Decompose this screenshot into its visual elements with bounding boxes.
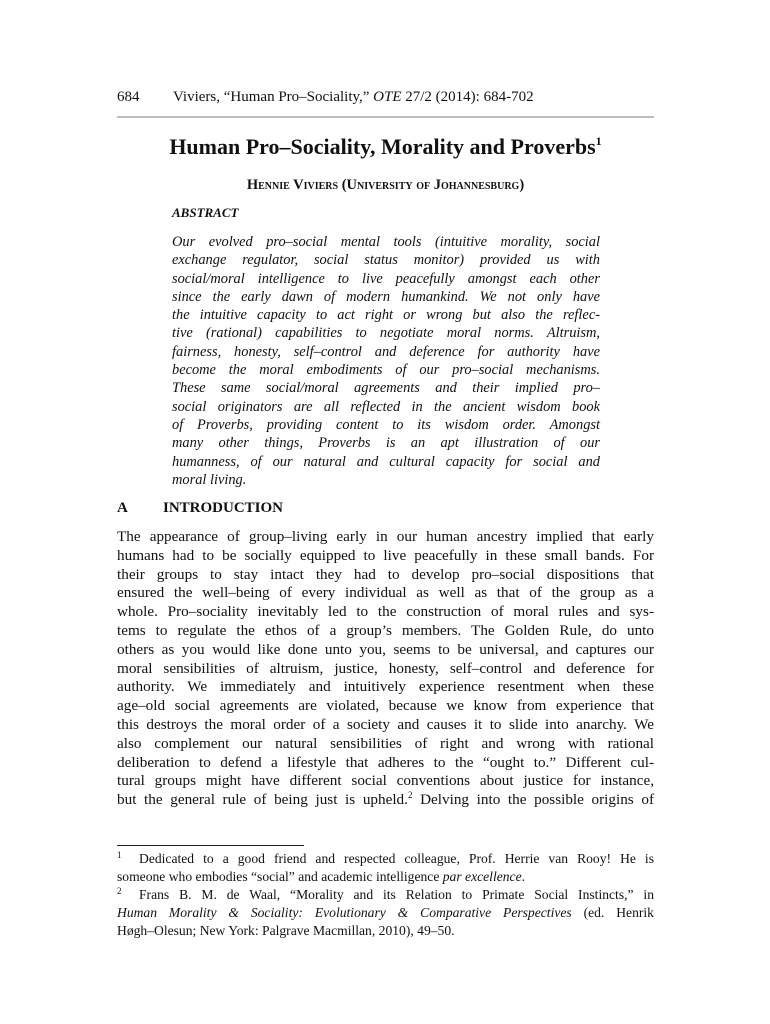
footnote-2-line — [117, 904, 654, 922]
section-title: INTRODUCTION — [163, 500, 284, 516]
footnote-1-text: Dedicated to a good friend and respected colleague, Prof. Herrie van Rooy! He is — [139, 851, 654, 866]
footnote-2-text: (ed. Henrik — [571, 905, 654, 920]
abstract-line: Our evolved pro–social mental tools (intuitive morality, social — [172, 234, 600, 250]
abstract-line: the intuitive capacity to act right or wrong but also the reflec- — [172, 307, 600, 324]
abstract-line: since the early dawn of modern humankind. We not only have — [172, 288, 600, 305]
body-line: this destroys the moral order of a society and causes it to slide into anarchy. We — [117, 715, 654, 733]
body-line-last — [117, 791, 654, 810]
footnote-1-line — [117, 868, 654, 886]
abstract-line: humanness, of our natural and cultural capacity for social and — [172, 453, 600, 470]
body-line: moral sensibilities of altruism, justice, honesty, self–control and deference for — [117, 659, 654, 677]
abstract-text — [172, 233, 600, 489]
body-line: ensured the well–being of every individual as well as that of the group as a — [117, 584, 654, 602]
abstract-line: These same social/moral agreements and their implied pro– — [172, 380, 600, 397]
body-line: The appearance of group–living early in our human ancestry implied that early — [117, 528, 654, 545]
abstract-line: social/moral intelligence to live peacefully amongst each other — [172, 270, 600, 287]
abstract-line: moral living. — [172, 471, 247, 488]
body-line: authority. We immediately and intuitively experience resentment when these — [117, 678, 654, 696]
abstract-line: social originators are all reflected in the ancient wisdom book — [172, 398, 600, 415]
header-citation-prefix: Viviers, “Human Pro–Sociality,” — [173, 89, 374, 105]
body-footnote-ref: 2 — [407, 790, 413, 801]
header-citation-suffix: 27/2 (2014): 684-702 — [401, 89, 534, 105]
footnote-2-line: Høgh–Olesun; New York: Palgrave Macmillan, 2010), 49–50. — [117, 923, 455, 938]
footnotes — [117, 850, 654, 940]
footnote-1-line: 1 Dedicated to a good friend and respected colleague, Prof. Herrie van Rooy! He is — [117, 850, 654, 866]
footnote-1-text: . — [521, 869, 526, 884]
header-rule — [117, 116, 654, 118]
body-paragraph — [117, 528, 654, 810]
body-line: others as you would like done unto you, seems to be universal, and captures our — [117, 640, 654, 658]
header-journal: OTE — [373, 89, 402, 105]
footnote-2-line: 2 Frans B. M. de Waal, “Morality and its Relation to Primate Social Instincts,” in — [117, 886, 654, 902]
abstract-line: exchange regulator, social status monitor) provided us with — [172, 252, 600, 269]
body-line: whole. Pro–sociality inevitably led to the construction of moral rules and sys- — [117, 603, 654, 621]
body-line: humans had to be socially equipped to live peacefully in these small bands. For — [117, 546, 654, 564]
footnote-rule — [117, 845, 304, 846]
author-line: Hennie Viviers (University of Johannesburg) — [246, 177, 525, 193]
body-line: deliberation to defend a lifestyle that adheres to the “ought to.” Different cul- — [117, 753, 654, 771]
body-line: tems to regulate the ethos of a group’s members. The Golden Rule, do unto — [117, 621, 654, 639]
paper-title — [117, 134, 654, 160]
abstract-line: become the moral embodiments of our pro–social mechanisms. — [172, 362, 600, 379]
body-line: tural groups might have different social conventions about justice for instance, — [117, 772, 654, 790]
section-heading — [117, 500, 283, 517]
abstract-line: tive (rational) capabilities to negotiate moral norms. Altruism, — [172, 325, 600, 342]
footnote-2-italic: Human Morality & Sociality: Evolutionary & Comparative Perspectives — [117, 905, 572, 920]
body-line: also complement our natural sensibilities of right and wrong with rational — [117, 734, 654, 752]
running-header — [117, 89, 654, 106]
body-line: their groups to stay intact they had to develop pro–social dispositions that — [117, 565, 654, 583]
abstract-line: of Proverbs, providing content to its wisdom order. Amongst — [172, 416, 600, 433]
footnote-2-text: Frans B. M. de Waal, “Morality and its Relation to Primate Social Instincts,” in — [139, 887, 654, 902]
body-last-before: but the general rule of being just is upheld. — [117, 791, 408, 809]
page-number: 684 — [117, 89, 140, 105]
title-footnote-ref: 1 — [595, 134, 602, 148]
footnote-1-italic: par excellence — [442, 869, 522, 884]
abstract-line: many other things, Proverbs is an apt illustration of our — [172, 435, 600, 452]
abstract-line: fairness, honesty, self–control and deference for authority have — [172, 343, 600, 360]
abstract-label: ABSTRACT — [172, 205, 239, 220]
body-line: age–old social agreements are violated, because we know from experience that — [117, 697, 654, 715]
footnote-1-text: someone who embodies “social” and academic intelligence — [117, 869, 443, 884]
paper-title-text: Human Pro–Sociality, Morality and Proverbs — [169, 134, 596, 159]
section-letter: A — [117, 500, 128, 516]
body-last-after: Delving into the possible origins of — [412, 791, 655, 809]
